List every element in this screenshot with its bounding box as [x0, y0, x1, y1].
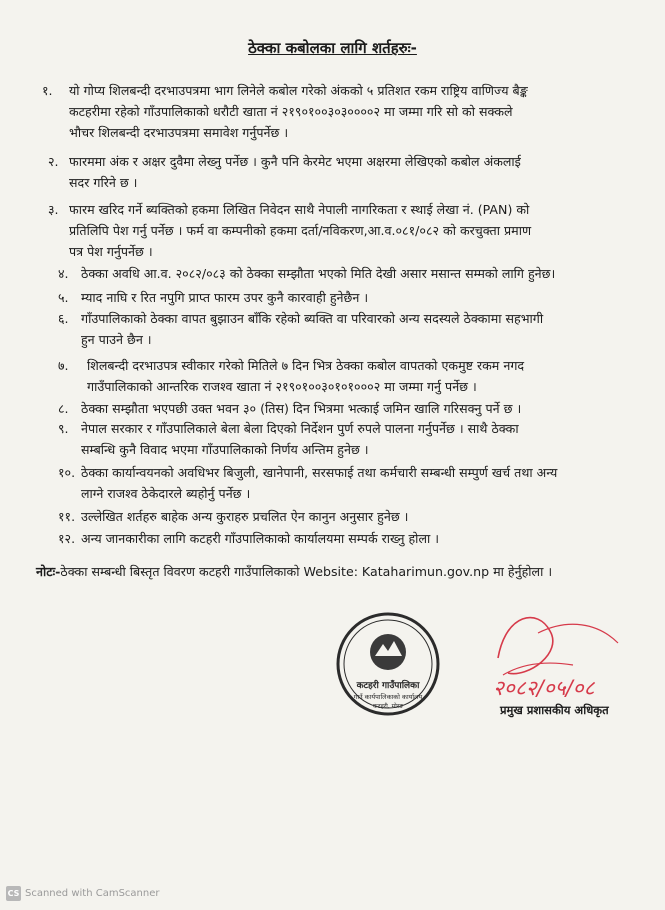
condition-number: ६. — [58, 311, 69, 326]
note — [36, 563, 552, 580]
condition-line: लाग्ने राजश्व ठेकेदारले ब्यहोर्नु पर्नेछ । — [81, 486, 251, 501]
office-seal — [328, 606, 448, 726]
condition-line: प्रतिलिपि पेश गर्नु पर्नेछ । फर्म वा कम्पनीको हकमा दर्ता/नविकरण,आ.व.०८१/०८२ को करचुक्ता प्रमाण — [69, 223, 532, 238]
condition-item — [58, 528, 439, 549]
condition-line: भौचर शिलबन्दी दरभाउपत्रमा समावेश गर्नुपर्नेछ । — [69, 125, 289, 140]
signature-title: प्रमुख प्रशासकीय अधिकृत — [500, 703, 609, 717]
note-text: ठेक्का सम्बन्धी बिस्तृत विवरण कटहरी गाउँपालिकाको Website: Kataharimun.gov.np मा हेर्नुहोला । — [60, 564, 553, 579]
condition-number: ९. — [58, 421, 69, 436]
condition-line: हुन पाउने छैन । — [81, 332, 152, 347]
condition-number: ३. — [48, 202, 59, 217]
condition-line: शिलबन्दी दरभाउपत्र स्वीकार गरेको मितिले ७ दिन भित्र ठेक्का कबोल वापतको एकमुष्ट रकम नगद — [87, 358, 525, 373]
condition-item — [48, 199, 531, 262]
seal-text-mid: गाउँ कार्यपालिकाको कार्यालय — [353, 693, 423, 701]
condition-number: ५. — [58, 290, 69, 305]
condition-line: कटहरीमा रहेको गाँउपालिकाको धरौटी खाता नं २१९०१००३०३००००२ मा जम्मा गरि सो को सक्कले — [69, 104, 513, 119]
camscanner-icon: CS — [6, 886, 21, 901]
condition-item — [58, 462, 557, 504]
page-title: ठेक्का कबोलका लागि शर्तहरुः- — [248, 39, 417, 57]
condition-number: ८. — [58, 401, 69, 416]
condition-line: पत्र पेश गर्नुपर्नेछ । — [69, 244, 153, 259]
condition-number: १०. — [58, 465, 76, 480]
condition-item — [58, 418, 519, 460]
condition-line: सदर गरिने छ । — [69, 175, 138, 190]
condition-item — [42, 80, 528, 143]
condition-line: यो गोप्य शिलबन्दी दरभाउपत्रमा भाग लिनेले कबोल गरेको अंकको ५ प्रतिशत रकम राष्ट्रिय वाणिज्य बैङ्क — [69, 83, 528, 98]
condition-line: उल्लेखित शर्तहरु बाहेक अन्य कुराहरु प्रचलित ऐन कानुन अनुसार हुनेछ । — [81, 509, 409, 524]
condition-line: नेपाल सरकार र गाँउपालिकाले बेला बेला दिएको निर्देशन पुर्ण रुपले पालना गर्नुपर्नेछ । साथै ठेक्का — [81, 421, 519, 436]
condition-number: ११. — [58, 509, 76, 524]
seal-text-top: कटहरी गाउँपालिका — [356, 681, 420, 691]
condition-line: ठेक्का सम्झौता भएपछी उक्त भवन ३० (तिस) दिन भित्रमा भत्काई जमिन खालि गरिसक्नु पर्ने छ । — [81, 401, 522, 416]
condition-line: ठेक्का कार्यान्वयनको अवधिभर बिजुली, खानेपानी, सरसफाई तथा कर्मचारी सम्बन्धी सम्पुर्ण खर्च तथा अन्य — [81, 465, 558, 480]
condition-item — [48, 151, 521, 193]
condition-item — [58, 398, 521, 419]
seal-text-bottom: कटहरी, मोरङ — [372, 703, 404, 710]
condition-line: अन्य जानकारीका लागि कटहरी गाँउपालिकाको कार्यालयमा सम्पर्क राख्नु होला । — [81, 531, 440, 546]
condition-line: फारम खरिद गर्ने ब्यक्तिको हकमा लिखित निवेदन साथै नेपाली नागरिकता र स्थाई लेखा नं. (PAN) को — [69, 202, 530, 217]
condition-number: ४. — [58, 266, 69, 281]
condition-number: २. — [48, 154, 59, 169]
condition-line: ठेक्का अवधि आ.व. २०८२/०८३ को ठेक्का सम्झौता भएको मिति देखी असार मसान्त सम्मको लागि हुनेछ। — [81, 266, 556, 281]
footer-text: Scanned with CamScanner — [25, 888, 160, 899]
condition-number: १२. — [58, 531, 76, 546]
condition-line: गाँउपालिकाको ठेक्का वापत बुझाउन बाँकि रहेको ब्यक्ति वा परिवारको अन्य सदस्यले ठेक्कामा सहभागी — [81, 311, 544, 326]
condition-item — [58, 287, 368, 308]
condition-line: सम्बन्धि कुनै विवाद भएमा गाँउपालिकाको निर्णय अन्तिम हुनेछ । — [81, 442, 369, 457]
condition-item — [58, 263, 555, 284]
condition-item — [58, 308, 543, 350]
condition-number: १. — [42, 83, 53, 98]
condition-line: फारममा अंक र अक्षर दुवैमा लेख्नु पर्नेछ । कुनै पनि केरमेट भएमा अक्षरमा लेखिएको कबोल अंकलाई — [69, 154, 521, 169]
signature-date: २०८२/०५/०८ — [493, 676, 595, 700]
signature-mark — [478, 603, 638, 713]
condition-item — [58, 355, 524, 397]
note-label: नोटः- — [36, 564, 61, 579]
condition-item — [58, 506, 408, 527]
condition-line: गाउँपालिकाको आन्तरिक राजश्व खाता नं २१९०१००३०१०१०००२ मा जम्मा गर्नु पर्नेछ । — [87, 379, 477, 394]
footer — [6, 886, 160, 901]
condition-line: म्याद नाघि र रित नपुगि प्राप्त फारम उपर कुनै कारवाही हुनेछैन । — [81, 290, 369, 305]
condition-number: ७. — [58, 358, 69, 373]
